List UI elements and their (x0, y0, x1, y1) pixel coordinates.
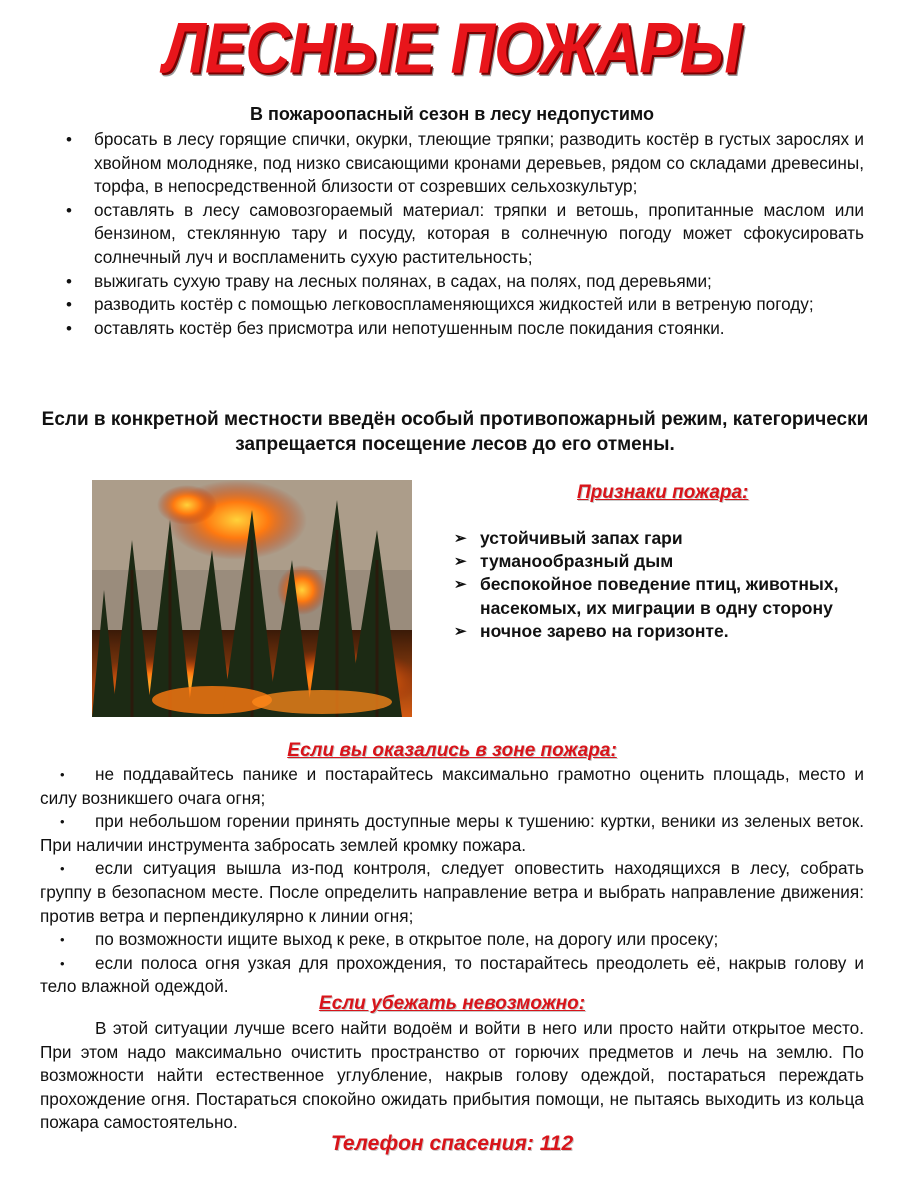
list-item: • не поддавайтесь панике и постарайтесь максимально грамотно оценить площадь, место и силу возникшего очага огня; (40, 764, 864, 808)
list-item: ➢ беспокойное поведение птиц, животных, насекомых, их миграции в одну сторону (454, 574, 839, 618)
list-item: ➢ ночное зарево на горизонте. (452, 620, 872, 643)
list-item: • по возможности ищите выход к реке, в открытое поле, на дорогу или просеку; (40, 928, 864, 952)
signs-list (452, 527, 872, 643)
list-item: • оставлять в лесу самовозгораемый материал: тряпки и ветошь, пропитанные маслом или бензином, стеклянную тару и посуду, которая в солнечную погоду может сфокусировать солнечный луч и воспламенить сухую растительность; (66, 199, 864, 267)
page-title: ЛЕСНЫЕ ПОЖАРЫ (163, 9, 741, 89)
list-item: ➢ устойчивый запах гари (452, 527, 872, 550)
bullet-icon: • (66, 130, 72, 149)
forest-fire-photo (92, 480, 412, 717)
escape-paragraph: В этой ситуации лучше всего найти водоём и войти в него или просто найти открытое место. При этом надо максимально очистить пространство от горючих предметов и лечь на землю. По возможности найти естественное углубление, накрыв голову одеждой, постараться переждать прохождение огня. Постараться спокойно ожидать прибытия помощи, не пытаясь выходить из кольца пожара самостоятельно. (40, 1018, 864, 1133)
bullet-icon: • (60, 814, 65, 830)
escape-heading: Если убежать невозможно: (318, 993, 586, 1014)
bullet-icon: • (60, 932, 65, 948)
bullet-icon: • (66, 295, 72, 315)
bullet-icon: • (60, 767, 65, 782)
season-list (40, 128, 864, 340)
list-item: • при небольшом горении принять доступные меры к тушению: куртки, веники из зеленых веток. При наличии инструмента забросать землей кромку пожара. (40, 811, 864, 855)
bullet-icon: • (66, 318, 72, 338)
arrow-bullet-icon: ➢ (454, 553, 467, 571)
rescue-phone: Телефон спасения: 112 (330, 1132, 574, 1155)
list-item: • выжигать сухую траву на лесных полянах, в садах, на полях, под деревьями; (40, 270, 864, 294)
arrow-bullet-icon: ➢ (454, 530, 467, 547)
arrow-bullet-icon: ➢ (454, 576, 467, 594)
list-item: • если ситуация вышла из-под контроля, следует оповестить находящихся в лесу, собрать группу в безопасном месте. После определить направление ветра и выбрать направление движения: против ветра и перпендикулярно к линии огня; (40, 858, 864, 926)
list-item: • оставлять костёр без присмотра или непотушенным после покидания стоянки. (40, 317, 864, 341)
list-item: • разводить костёр с помощью легковоспламеняющихся жидкостей или в ветреную погоду; (40, 293, 864, 317)
zone-heading: Если вы оказались в зоне пожара: (287, 740, 617, 761)
season-heading: В пожароопасный сезон в лесу недопустимо (250, 104, 654, 124)
regime-notice: Если в конкретной местности введён особый противопожарный режим, категорически запрещается посещение лесов до его отмены. (41, 409, 869, 455)
bullet-icon: • (66, 200, 72, 220)
signs-heading: Признаки пожара: (577, 482, 749, 503)
bullet-icon: • (60, 955, 65, 971)
arrow-bullet-icon: ➢ (454, 622, 467, 640)
list-item: • бросать в лесу горящие спички, окурки, тлеющие тряпки; разводить костёр в густых зарослях и хвойном молодняке, под низко свисающими кронами деревьев, рядом со складами древесины, торфа, в непосредственной близости от созревших сельхозкультур; (66, 129, 864, 197)
zone-list (40, 763, 864, 999)
list-item: ➢ туманообразный дым (452, 550, 872, 573)
bullet-icon: • (60, 861, 65, 877)
list-item: • если полоса огня узкая для прохождения, то постарайтесь преодолеть её, накрыв голову и тело влажной одеждой. (40, 952, 864, 997)
bullet-icon: • (66, 271, 72, 291)
